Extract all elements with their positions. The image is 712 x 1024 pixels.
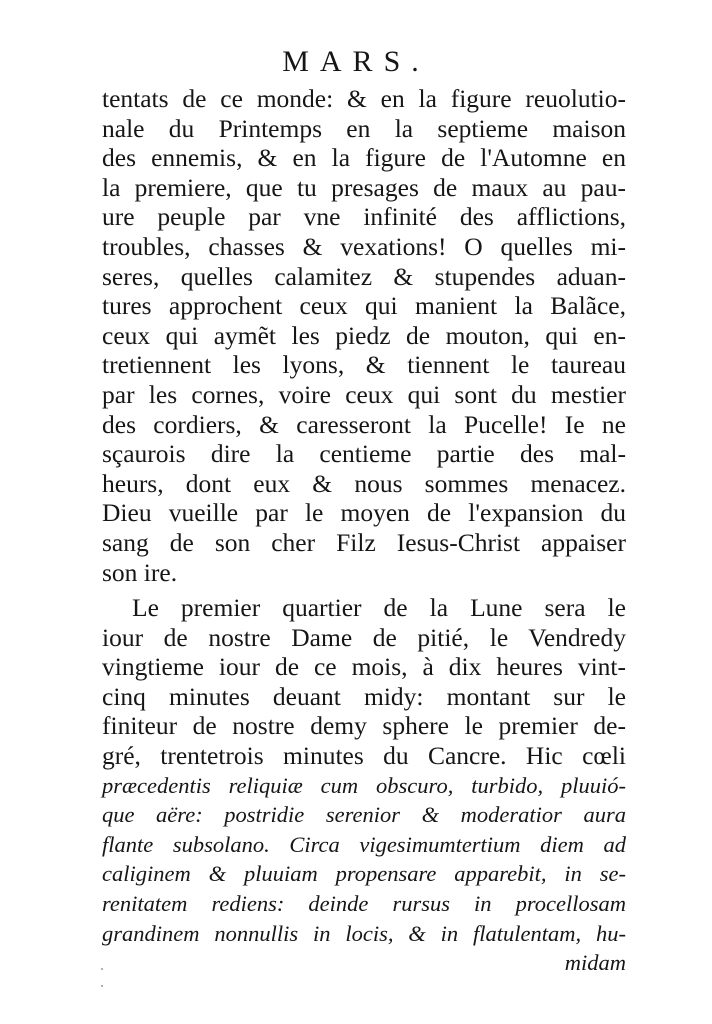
catchword: midam xyxy=(564,950,626,976)
text-line: la premiere, que tu presages de maux au pau- xyxy=(102,172,626,202)
text-line: sçaurois dire la centieme partie des mal- xyxy=(102,439,626,469)
ink-speck xyxy=(101,968,103,970)
text-line: Dieu vueille par le moyen de l'expansion du xyxy=(102,498,626,528)
text-line: ure peuple par vne infinité des afflictions, xyxy=(102,202,626,232)
text-line: tretiennent les lyons, & tiennent le taureau xyxy=(102,350,626,380)
latin-text-line: renitatem rediens: deinde rursus in procellosam xyxy=(102,891,626,917)
latin-text-line: que aëre: postridie serenior & moderatior aura xyxy=(102,802,626,828)
text-line: nale du Printemps en la septieme maison xyxy=(102,113,626,143)
text-line: cinq minutes deuant midy: montant sur le xyxy=(102,681,626,711)
text-line: tures approchent ceux qui manient la Balãce, xyxy=(102,291,626,321)
text-line: Le premier quartier de la Lune sera le xyxy=(132,593,626,623)
text-line: gré, trentetrois minutes du Cancre. Hic cœli xyxy=(102,741,626,771)
text-line: seres, quelles calamitez & stupendes aduan- xyxy=(102,261,626,291)
text-line: iour de nostre Dame de pitié, le Vendredy xyxy=(102,622,626,652)
text-line: tentats de ce monde: & en la figure reuolutio- xyxy=(102,84,626,113)
text-line: des ennemis, & en la figure de l'Automne en xyxy=(102,143,626,173)
running-head: MARS. xyxy=(282,45,430,78)
latin-text-line: caliginem & pluuiam propensare apparebit, in se- xyxy=(102,861,626,887)
latin-text-line: flante subsolano. Circa vigesimumtertium diem ad xyxy=(102,831,626,857)
text-line: sang de son cher Filz Iesus-Christ appaiser xyxy=(102,527,626,557)
body-text xyxy=(102,84,626,978)
text-line: son ire. xyxy=(102,557,178,587)
text-line: vingtieme iour de ce mois, à dix heures vint- xyxy=(102,652,626,682)
ink-speck xyxy=(101,985,103,987)
text-line: ceux qui aymẽt les piedz de mouton, qui en- xyxy=(102,320,626,350)
latin-text-line: grandinem nonnullis in locis, & in flatulentam, hu- xyxy=(102,920,626,946)
text-line: par les cornes, voire ceux qui sont du mestier xyxy=(102,379,626,409)
latin-text-line: præcedentis reliquiæ cum obscuro, turbido, pluuió- xyxy=(102,772,626,798)
text-line: des cordiers, & caresseront la Pucelle! Ie ne xyxy=(102,409,626,439)
text-line: troubles, chasses & vexations! O quelles mi- xyxy=(102,231,626,261)
text-line: finiteur de nostre demy sphere le premier de- xyxy=(102,711,626,741)
text-line: heurs, dont eux & nous sommes menacez. xyxy=(102,468,626,498)
